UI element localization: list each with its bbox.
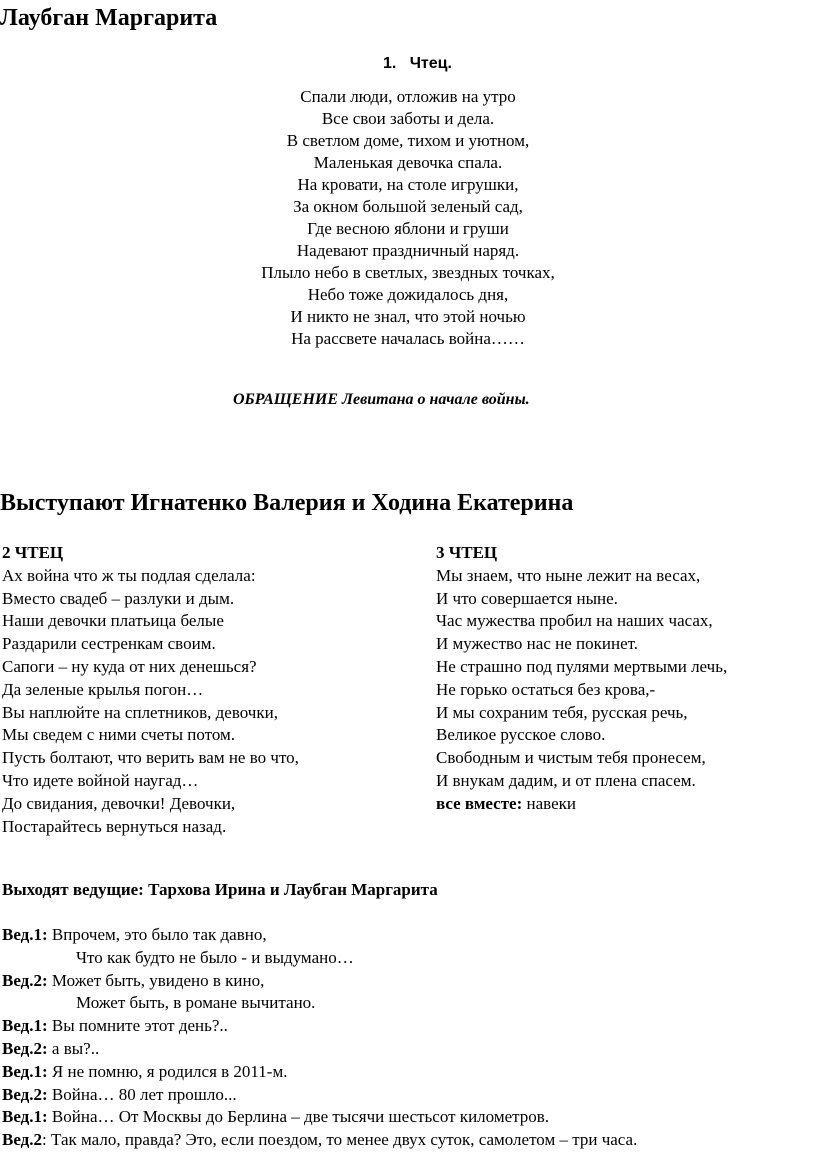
speaker: Вед.1: <box>2 1061 48 1081</box>
speaker: Вед.1: <box>2 925 48 944</box>
reader1-label: Чтец. <box>409 55 452 72</box>
poem-line: Где весною яблони и груши <box>307 219 509 238</box>
poem-line: Небо тоже дожидалось дня, <box>307 285 509 304</box>
poem-line: За окном большой зеленый сад, <box>293 197 523 216</box>
reader2-line: Наши девочки платьица белые <box>2 611 224 631</box>
dialog-text: Может быть, увидено в кино, <box>47 970 265 990</box>
dialog-line <box>2 970 637 993</box>
title-performers: Выступают Игнатенко Валерия и Ходина Екатерина <box>0 490 574 516</box>
hosts-heading: Выходят ведущие: Тархова Ирина и Лаубган Маргарита <box>2 880 438 899</box>
reader3-column <box>436 542 727 816</box>
poem-line: Спали люди, отложив на утро <box>300 87 516 106</box>
dialog-line <box>2 1061 637 1084</box>
reader2-line: Вместо свадеб – разлуки и дым. <box>2 588 235 608</box>
reader3-line: И мужество нас не покинет. <box>436 634 639 654</box>
dialog-line <box>2 1015 637 1038</box>
speaker: Вед.2: <box>2 1038 48 1058</box>
speaker: Вед.1: <box>2 1016 48 1036</box>
reader2-heading: 2 ЧТЕЦ <box>2 543 64 562</box>
dialog-text: Война… От Москвы до Берлина – две тысячи шестьсот километров. <box>47 1107 550 1127</box>
all-together-text: навеки <box>522 793 576 813</box>
reader2-line: Что идете войной наугад… <box>2 770 199 790</box>
dialog-line <box>2 992 637 1015</box>
dialog-text: Что как будто не было - и выдумано… <box>76 947 354 967</box>
dialog-text: Вы помните этот день?.. <box>47 1016 228 1036</box>
levitan-address: ОБРАЩЕНИЕ Левитана о начале войны. <box>233 391 530 408</box>
dialog-text: Война… 80 лет прошло... <box>47 1084 237 1104</box>
reader3-line: Час мужества пробил на наших часах, <box>436 611 713 631</box>
poem-line: В светлом доме, тихом и уютном, <box>286 131 530 150</box>
reader3-line: И что совершается ныне. <box>436 588 618 608</box>
reader3-final-line <box>436 793 727 816</box>
poem-line: На рассвете началась война…… <box>291 329 525 348</box>
dialog-text: а вы?.. <box>47 1038 100 1058</box>
reader2-line: Ах война что ж ты подлая сделала: <box>2 565 256 585</box>
reader2-line: Мы сведем с ними счеты потом. <box>2 725 236 745</box>
reader3-line: Мы знаем, что ныне лежит на весах, <box>436 565 701 585</box>
reader2-line: Постарайтесь вернуться назад. <box>2 816 227 836</box>
dialog-line <box>2 1129 637 1152</box>
poem-line: Плыло небо в светлых, звездных точках, <box>261 263 555 282</box>
poem-line: И никто не знал, что этой ночью <box>290 307 526 326</box>
speaker: Вед.2: <box>2 970 48 990</box>
reader3-heading: 3 ЧТЕЦ <box>436 543 498 562</box>
reader2-column <box>2 542 299 838</box>
reader3-line: И внукам дадим, и от плена спасем. <box>436 770 696 790</box>
reader3-line: Великое русское слово. <box>436 725 606 745</box>
dialog-line <box>2 924 637 947</box>
reader1-number: 1. <box>383 55 397 72</box>
reader2-line: Раздарили сестренкам своим. <box>2 634 216 654</box>
dialog-line <box>2 1084 637 1107</box>
dialog-line <box>2 1106 637 1129</box>
reader3-line: И мы сохраним тебя, русская речь, <box>436 702 688 722</box>
reader2-line: Сапоги – ну куда от них денешься? <box>2 656 257 676</box>
reader3-line: Не страшно под пулями мертвыми лечь, <box>436 656 728 676</box>
reader2-line: Вы наплюйте на сплетников, девочки, <box>2 702 278 722</box>
all-together-label: все вместе: <box>436 793 523 813</box>
poem-line: Все свои заботы и дела. <box>321 109 495 128</box>
dialog-line <box>2 1038 637 1061</box>
reader1-heading <box>383 55 452 73</box>
speaker: Вед.2: <box>2 1084 48 1104</box>
poem-line: Надевают праздничный наряд. <box>296 241 520 260</box>
hosts-dialog <box>2 924 637 1152</box>
speaker: Вед.1: <box>2 1107 48 1127</box>
dialog-text: Может быть, в романе вычитано. <box>76 993 316 1013</box>
poem-line: Маленькая девочка спала. <box>313 153 503 172</box>
reader2-line: Да зеленые крылья погон… <box>2 679 204 699</box>
poem-reader1 <box>0 86 816 350</box>
speaker: Вед.2 <box>2 1130 43 1150</box>
dialog-text: Я не помню, я родился в 2011-м. <box>47 1061 288 1081</box>
dialog-text: : Так мало, правда? Это, если поездом, то менее двух суток, самолетом – три часа. <box>42 1130 638 1150</box>
dialog-text: Впрочем, это было так давно, <box>47 925 267 944</box>
reader3-line: Не горько остаться без крова,- <box>436 679 656 699</box>
dialog-line <box>2 947 637 970</box>
reader2-line: До свидания, девочки! Девочки, <box>2 793 236 813</box>
reader2-line: Пусть болтают, что верить вам не во что, <box>2 748 299 768</box>
title-margarita: Лаубган Маргарита <box>0 5 218 31</box>
poem-line: На кровати, на столе игрушки, <box>297 175 519 194</box>
reader3-line: Свободным и чистым тебя пронесем, <box>436 748 706 768</box>
